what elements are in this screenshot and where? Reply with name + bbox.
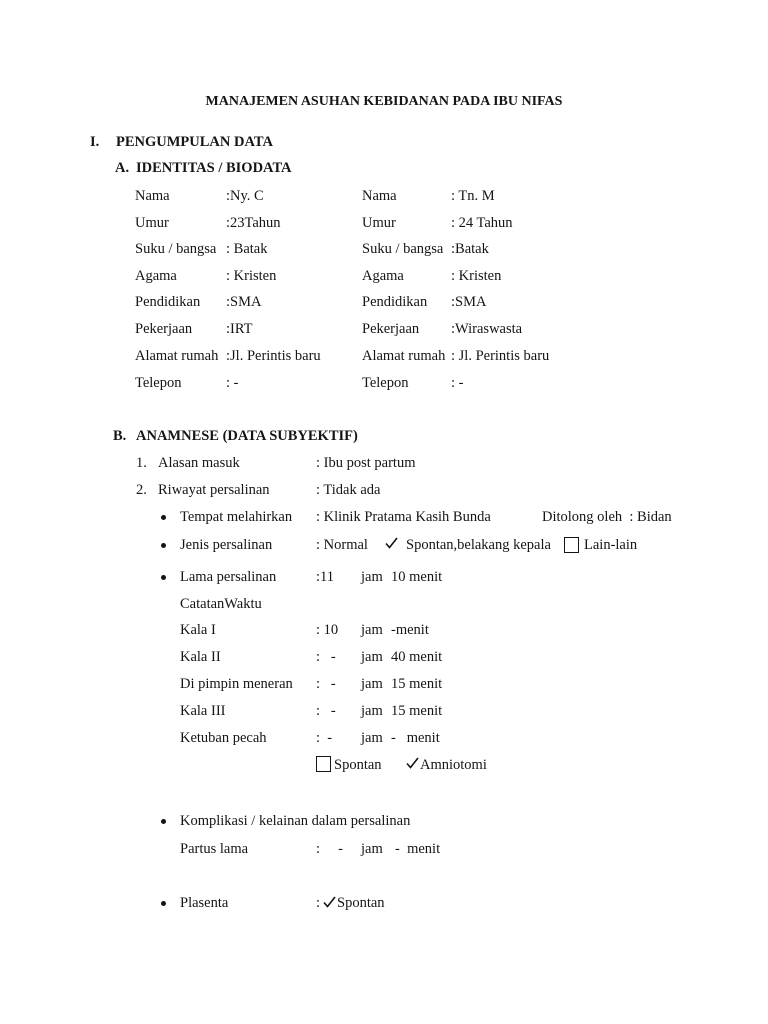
option-lain-label: Lain-lain (584, 537, 638, 553)
unit-jam: jam (361, 703, 383, 719)
kala-value: : - (316, 649, 336, 665)
biodata-label: Nama (362, 188, 397, 204)
biodata-value: : Jl. Perintis baru (451, 348, 550, 364)
kala-value: : 10 (316, 622, 339, 638)
kala-value: : - (316, 730, 333, 746)
biodata-value: :Jl. Perintis baru (226, 348, 321, 364)
unit-menit: 15 menit (391, 676, 443, 692)
option-spontan-label: Spontan,belakang kepala (406, 537, 551, 553)
catatan-waktu-heading: CatatanWaktu (180, 596, 262, 612)
unit-jam: jam (361, 676, 383, 692)
field-label: Partus lama (180, 841, 249, 857)
unit-menit: -menit (391, 622, 429, 638)
subsection-title: IDENTITAS / BIODATA (136, 160, 292, 176)
check-icon (323, 896, 336, 908)
field-label: Tempat melahirkan (180, 509, 293, 525)
biodata-label: Telepon (362, 375, 409, 391)
unit-menit: - menit (395, 841, 441, 857)
biodata-label: Pekerjaan (362, 321, 420, 337)
bullet-icon (161, 901, 166, 906)
biodata-value: :Wiraswasta (451, 321, 523, 337)
field-label: Komplikasi / kelainan dalam persalinan (180, 813, 411, 829)
list-number: 1. (136, 455, 147, 471)
biodata-label: Suku / bangsa (135, 241, 217, 257)
biodata-label: Agama (362, 268, 404, 284)
unit-menit: - menit (391, 730, 440, 746)
unit-jam: jam (361, 569, 383, 585)
biodata-label: Suku / bangsa (362, 241, 444, 257)
bullet-icon (161, 575, 166, 580)
biodata-value: : 24 Tahun (451, 215, 513, 231)
kala-label: Kala III (180, 703, 226, 719)
biodata-label: Umur (362, 215, 396, 231)
kala-label: Di pimpin meneran (180, 676, 293, 692)
field-label: Lama persalinan (180, 569, 277, 585)
unit-menit: 40 menit (391, 649, 443, 665)
biodata-value: :Batak (451, 241, 489, 257)
biodata-value: : Tn. M (451, 188, 495, 204)
bullet-icon (161, 515, 166, 520)
biodata-value: :SMA (451, 294, 487, 310)
biodata-label: Nama (135, 188, 170, 204)
bullet-icon (161, 819, 166, 824)
biodata-value: :SMA (226, 294, 262, 310)
unit-jam: jam (361, 649, 383, 665)
check-icon (385, 537, 398, 549)
biodata-label: Umur (135, 215, 169, 231)
biodata-label: Pendidikan (135, 294, 201, 310)
biodata-value: :IRT (226, 321, 253, 337)
list-number: 2. (136, 482, 147, 498)
subsection-title: ANAMNESE (DATA SUBYEKTIF) (136, 428, 358, 444)
section-number: I. (90, 134, 100, 150)
kala-label: Ketuban pecah (180, 730, 267, 746)
field-value: : Tidak ada (316, 482, 381, 498)
biodata-value: : Kristen (451, 268, 502, 284)
biodata-label: Telepon (135, 375, 182, 391)
unit-menit: 10 menit (391, 569, 443, 585)
field-label: Plasenta (180, 895, 229, 911)
unit-jam: jam (361, 841, 383, 857)
subsection-letter: B. (113, 428, 127, 444)
checkbox-icon (316, 756, 331, 772)
kala-label: Kala I (180, 622, 216, 638)
unit-jam: jam (361, 622, 383, 638)
field-value: : Klinik Pratama Kasih Bunda (316, 509, 491, 525)
biodata-value: : Kristen (226, 268, 277, 284)
biodata-label: Pekerjaan (135, 321, 193, 337)
biodata-label: Pendidikan (362, 294, 428, 310)
section-title: PENGUMPULAN DATA (116, 134, 273, 150)
ditolong-oleh: Ditolong oleh : Bidan (542, 509, 672, 525)
kala-label: Kala II (180, 649, 221, 665)
field-value: : Ibu post partum (316, 455, 416, 471)
biodata-label: Alamat rumah (362, 348, 446, 364)
option-spontan-label: Spontan (334, 757, 382, 773)
kala-value: : - (316, 703, 336, 719)
field-value: : Normal (316, 537, 368, 553)
field-label: Alasan masuk (158, 455, 240, 471)
field-colon: : (316, 895, 321, 911)
biodata-value: : Batak (226, 241, 268, 257)
subsection-letter: A. (115, 160, 130, 176)
biodata-label: Alamat rumah (135, 348, 219, 364)
field-value: Spontan (337, 895, 385, 911)
check-icon (406, 757, 419, 769)
biodata-value: :Ny. C (226, 188, 264, 204)
option-amniotomi-label: Amniotomi (420, 757, 487, 773)
biodata-value: :23Tahun (226, 215, 281, 231)
document-title: MANAJEMEN ASUHAN KEBIDANAN PADA IBU NIFAS (205, 94, 563, 109)
field-label: Jenis persalinan (180, 537, 273, 553)
unit-jam: jam (361, 730, 383, 746)
bullet-icon (161, 543, 166, 548)
unit-menit: 15 menit (391, 703, 443, 719)
field-value: :11 (316, 569, 334, 585)
field-label: Riwayat persalinan (158, 482, 270, 498)
checkbox-icon (564, 537, 579, 553)
kala-value: : - (316, 676, 336, 692)
biodata-label: Agama (135, 268, 177, 284)
biodata-value: : - (226, 375, 239, 391)
biodata-value: : - (451, 375, 464, 391)
field-value: : - (316, 841, 343, 857)
